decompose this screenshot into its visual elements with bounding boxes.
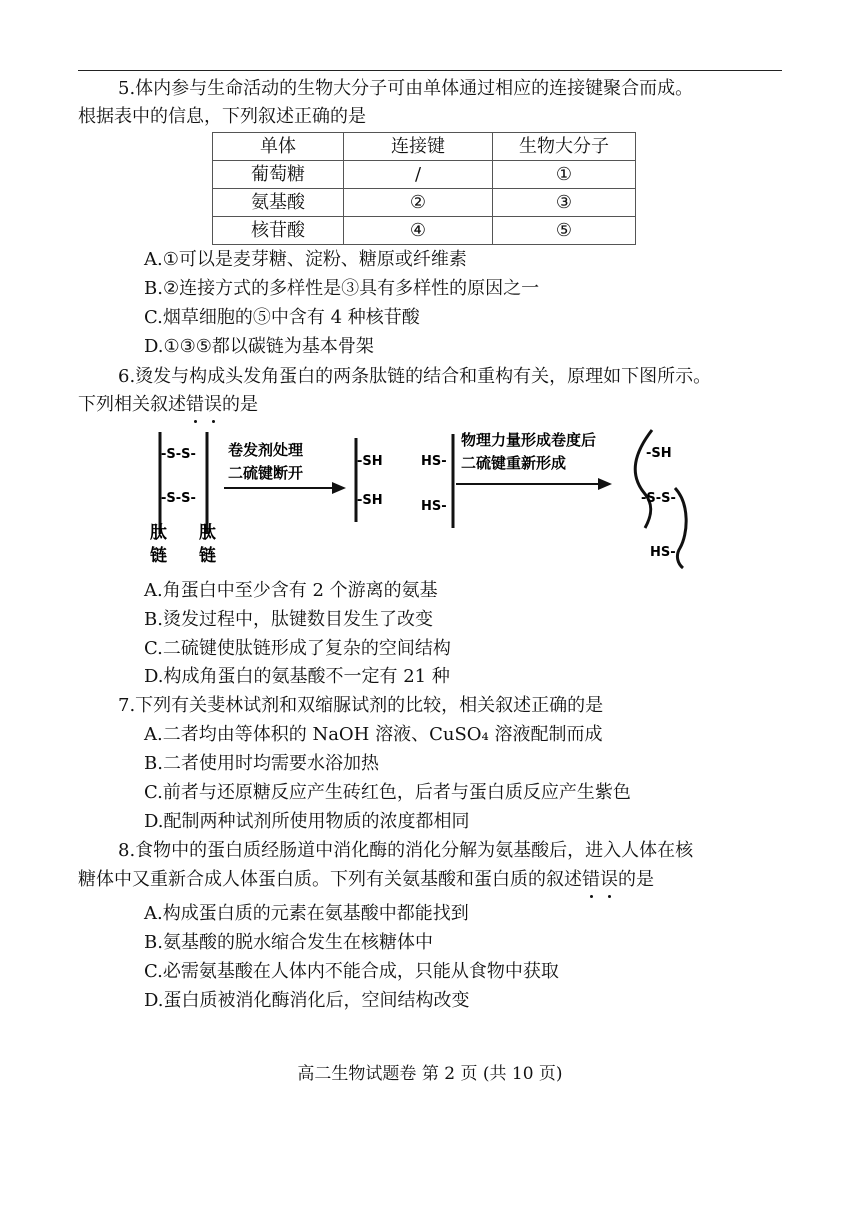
table-cell: / bbox=[344, 161, 493, 189]
page-footer: 高二生物试题卷 第 2 页 (共 10 页) bbox=[297, 1064, 563, 1084]
hair-perm-diagram bbox=[140, 424, 720, 574]
emphasis-mark: 误 bbox=[600, 869, 618, 890]
table-cell: 葡萄糖 bbox=[213, 161, 344, 189]
table-cell: 核苷酸 bbox=[213, 217, 344, 245]
emphasis-mark: 误 bbox=[204, 394, 222, 415]
q5-option-d: D.①③⑤都以碳链为基本骨架 bbox=[144, 336, 374, 357]
disulfide-bond-label: -S-S- bbox=[161, 491, 196, 506]
q7-option-d: D.配制两种试剂所使用物质的浓度都相同 bbox=[144, 811, 470, 832]
table-cell: ② bbox=[344, 189, 493, 217]
q5-table bbox=[212, 132, 636, 245]
q6-option-c: C.二硫键使肽链形成了复杂的空间结构 bbox=[144, 638, 451, 659]
arrow2-label-line1: 物理力量形成卷度后 bbox=[461, 431, 597, 449]
q8-stem-line1: 8.食物中的蛋白质经肠道中消化酶的消化分解为氨基酸后，进入人体在核 bbox=[118, 840, 694, 861]
sulfhydryl-label: HS- bbox=[650, 545, 676, 560]
sulfhydryl-label: -SH bbox=[357, 493, 383, 508]
q6-option-b: B.烫发过程中，肽键数目发生了改变 bbox=[144, 609, 433, 630]
curled-chain-right bbox=[675, 488, 686, 568]
q5-option-a: A.①可以是麦芽糖、淀粉、糖原或纤维素 bbox=[144, 249, 467, 270]
disulfide-bond-label: -S-S- bbox=[161, 447, 196, 462]
q8-stem-line2 bbox=[78, 868, 654, 892]
q5-stem-line2: 根据表中的信息，下列叙述正确的是 bbox=[78, 106, 366, 127]
table-row bbox=[213, 189, 636, 217]
q8-option-b: B.氨基酸的脱水缩合发生在核糖体中 bbox=[144, 932, 433, 953]
table-cell: 氨基酸 bbox=[213, 189, 344, 217]
chain-label-top: 肽 bbox=[150, 523, 167, 543]
arrow1-label-line1: 卷发剂处理 bbox=[228, 441, 304, 459]
q7-option-a: A.二者均由等体积的 NaOH 溶液、CuSO₄ 溶液配制而成 bbox=[144, 724, 603, 745]
sulfhydryl-label: HS- bbox=[421, 454, 447, 469]
top-rule bbox=[78, 70, 782, 71]
q7-stem-line1: 7.下列有关斐林试剂和双缩脲试剂的比较，相关叙述正确的是 bbox=[118, 695, 604, 716]
q8-stem-text: 糖体中又重新合成人体蛋白质。下列有关氨基酸和蛋白质的叙述 bbox=[78, 869, 582, 890]
table-cell: ④ bbox=[344, 217, 493, 245]
q8-stem-text: 的是 bbox=[618, 869, 654, 890]
table-header-cell: 生物大分子 bbox=[493, 133, 636, 161]
arrow1-label-line2: 二硫键断开 bbox=[228, 464, 304, 482]
arrow1-head bbox=[332, 482, 346, 494]
chain-label-bottom: 链 bbox=[199, 546, 216, 566]
emphasis-mark: 错 bbox=[186, 394, 204, 415]
q8-option-a: A.构成蛋白质的元素在氨基酸中都能找到 bbox=[144, 903, 469, 924]
chain-label-bottom: 链 bbox=[150, 546, 167, 566]
table-cell: ③ bbox=[493, 189, 636, 217]
q7-option-c: C.前者与还原糖反应产生砖红色，后者与蛋白质反应产生紫色 bbox=[144, 782, 631, 803]
arrow2-head bbox=[598, 478, 612, 490]
table-row bbox=[213, 217, 636, 245]
sulfhydryl-label: HS- bbox=[421, 499, 447, 514]
emphasis-mark: 错 bbox=[582, 869, 600, 890]
sulfhydryl-label: -SH bbox=[357, 454, 383, 469]
sulfhydryl-label: -SH bbox=[646, 446, 672, 461]
table-header-row bbox=[213, 133, 636, 161]
chain-label-top: 肽 bbox=[199, 523, 216, 543]
q6-option-d: D.构成角蛋白的氨基酸不一定有 21 种 bbox=[144, 666, 450, 687]
q6-stem-text: 的是 bbox=[222, 394, 258, 415]
q5-option-c: C.烟草细胞的⑤中含有 4 种核苷酸 bbox=[144, 307, 420, 328]
q7-option-b: B.二者使用时均需要水浴加热 bbox=[144, 753, 379, 774]
q6-stem-line2 bbox=[78, 393, 258, 417]
table-row bbox=[213, 161, 636, 189]
table-cell: ① bbox=[493, 161, 636, 189]
q8-option-c: C.必需氨基酸在人体内不能合成，只能从食物中获取 bbox=[144, 961, 559, 982]
q6-stem-text: 下列相关叙述 bbox=[78, 394, 186, 415]
q5-stem-line1: 5.体内参与生命活动的生物大分子可由单体通过相应的连接键聚合而成。 bbox=[118, 78, 694, 99]
table-header-cell: 单体 bbox=[213, 133, 344, 161]
curled-chain-left bbox=[635, 430, 652, 528]
q6-stem-line1: 6.烫发与构成头发角蛋白的两条肽链的结合和重构有关，原理如下图所示。 bbox=[118, 366, 712, 387]
q6-option-a: A.角蛋白中至少含有 2 个游离的氨基 bbox=[144, 580, 438, 601]
q5-option-b: B.②连接方式的多样性是③具有多样性的原因之一 bbox=[144, 278, 540, 299]
arrow2-label-line2: 二硫键重新形成 bbox=[461, 454, 567, 472]
q8-option-d: D.蛋白质被消化酶消化后，空间结构改变 bbox=[144, 990, 470, 1011]
table-header-cell: 连接键 bbox=[344, 133, 493, 161]
disulfide-bond-label: -S-S- bbox=[641, 491, 676, 506]
table-cell: ⑤ bbox=[493, 217, 636, 245]
